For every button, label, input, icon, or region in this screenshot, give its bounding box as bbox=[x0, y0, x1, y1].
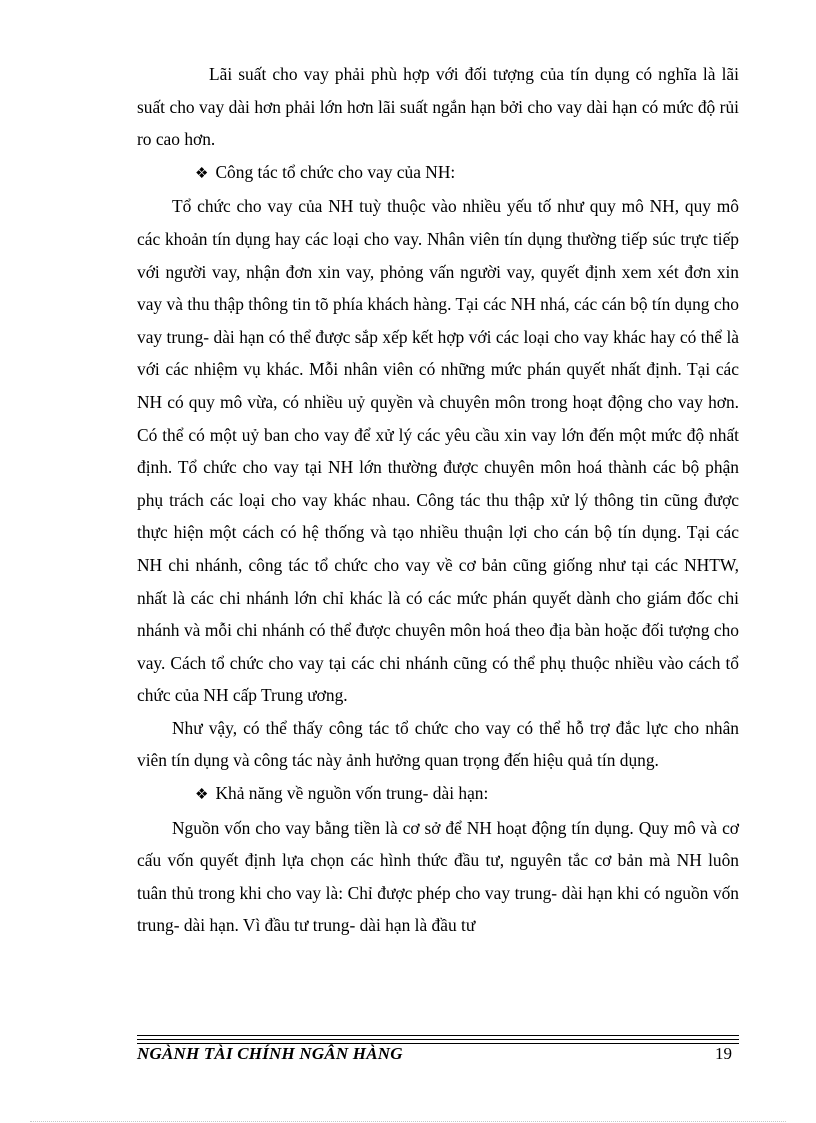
footer-rule-middle bbox=[137, 1039, 739, 1040]
page-edge-divider bbox=[30, 1121, 786, 1122]
section-heading-text: Khả năng về nguồn vốn trung- dài hạn: bbox=[215, 783, 489, 804]
page-number: 19 bbox=[715, 1044, 732, 1063]
diamond-bullet-icon: ❖ bbox=[195, 787, 209, 804]
diamond-bullet-icon: ❖ bbox=[195, 165, 209, 182]
paragraph-loan-organization: Tổ chức cho vay của NH tuỳ thuộc vào nhiều yếu tố như quy mô NH, quy mô các khoản tín dụng hay các loại cho vay. Nhân viên tín dụng thường tiếp súc trực tiếp với người vay, nhận đơn xin vay, phỏng vấn người vay, quyết định xem xét đơn xin vay và thu thập thông tin tõ phía khách hàng. Tại các NH nhá, các cán bộ tín dụng cho vay trung- dài hạn có thể được sắp xếp kết hợp với các loại cho vay khác hay có thể là với các nhiệm vụ khác. Mỗi nhân viên có những mức phán quyết nhất định. Tại các NH có quy mô vừa, có nhiều uỷ quyền và chuyên môn trong hoạt động cho vay hơn. Có thể có một uỷ ban cho vay để xử lý các yêu cầu xin vay lớn đến một mức độ nhất định. Tổ chức cho vay tại NH lớn thường được chuyên môn hoá thành các bộ phận phụ trách các loại cho vay khác nhau. Công tác thu thập xử lý thông tin cũng được thực hiện một cách có hệ thống và tạo nhiều thuận lợi cho cán bộ tín dụng. Tại các NH chi nhánh, công tác tổ chức cho vay về cơ bản cũng giống như tại các NHTW, nhất là các chi nhánh lớn chỉ khác là có các mức phán quyết dành cho giám đốc chi nhánh và mỗi chi nhánh có thể được chuyên môn hoá theo địa bàn hoặc đối tượng cho vay. Cách tổ chức cho vay tại các chi nhánh cũng có thể phụ thuộc nhiều vào cách tổ chức của NH cấp Trung ương. bbox=[137, 196, 739, 706]
footer-title: NGÀNH TÀI CHÍNH NGÂN HÀNG bbox=[137, 1044, 403, 1063]
section-heading-text: Công tác tổ chức cho vay của NH: bbox=[215, 161, 456, 182]
footer-rule-top bbox=[137, 1035, 739, 1036]
section-heading-loan-organization bbox=[137, 156, 739, 191]
section-heading-capital-source bbox=[137, 777, 739, 812]
body-text bbox=[137, 58, 739, 942]
paragraph-interest-rate: Lãi suất cho vay phải phù hợp với đối tượng của tín dụng có nghĩa là lãi suất cho vay dài hơn phải lớn hơn lãi suất ngắn hạn bởi cho vay dài hạn có mức độ rủi ro cao hơn. bbox=[137, 64, 739, 150]
paragraph-conclusion: Như vậy, có thể thấy công tác tổ chức cho vay có thể hỗ trợ đắc lực cho nhân viên tín dụng và công tác này ảnh hưởng quan trọng đến hiệu quả tín dụng. bbox=[137, 717, 739, 771]
paragraph-capital-source: Nguồn vốn cho vay bằng tiền là cơ sở để NH hoạt động tín dụng. Quy mô và cơ cấu vốn quyết định lựa chọn các hình thức đầu tư, nguyên tắc cơ bản mà NH luôn tuân thủ trong khi cho vay là: Chỉ được phép cho vay trung- dài hạn khi có nguồn vốn trung- dài hạn. Vì đầu tư trung- dài hạn là đầu tư bbox=[137, 817, 739, 936]
